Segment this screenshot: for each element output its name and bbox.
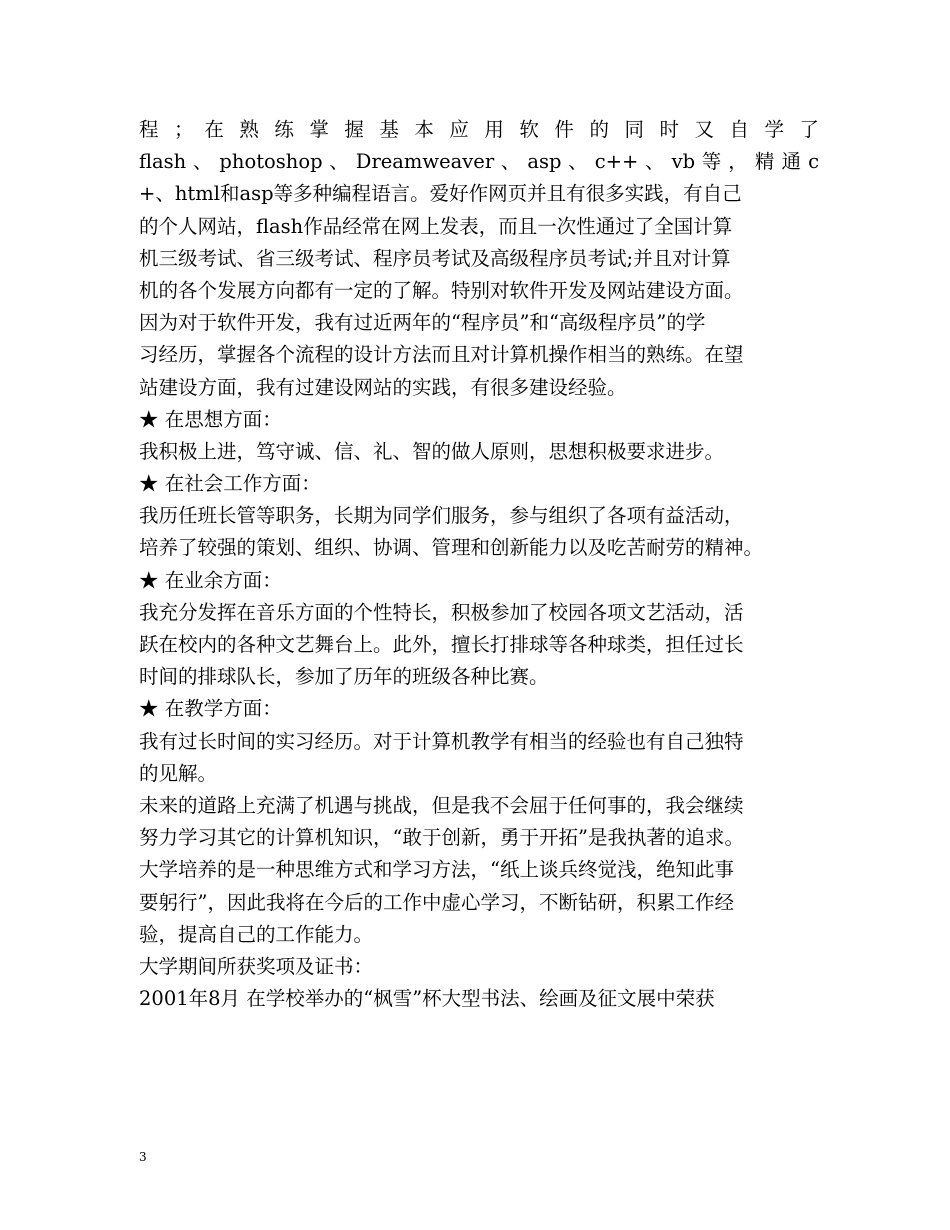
text-line: 我历任班长管等职务，长期为同学们服务，参与组织了各项有益活动， <box>139 504 744 528</box>
text-line: 未来的道路上充满了机遇与挑战，但是我不会屈于任何事的，我会继续 <box>139 793 744 817</box>
text-line: 因为对于软件开发，我有过近两年的“程序员”和“高级程序员”的学 <box>139 311 706 335</box>
text-line: 我有过长时间的实习经历。对于计算机教学有相当的经验也有自己独特 <box>139 729 744 753</box>
text-line: 程 ； 在 熟 练 掌 握 基 本 应 用 软 件 的 同 时 又 自 学 了 <box>139 118 819 141</box>
awards-heading: 大学期间所获奖项及证书： <box>139 954 374 978</box>
text-line: 时间的排球队长，参加了历年的班级各种比赛。 <box>139 665 549 689</box>
text-line: 的个人网站，flash作品经常在网上发表，而且一次性通过了全国计算 <box>139 214 733 238</box>
text-line: +、html和asp等多种编程语言。爱好作网页并且有很多实践，有自己 <box>139 182 742 206</box>
text-line: 我积极上进，笃守诚、信、礼、智的做人原则，思想积极要求进步。 <box>139 439 725 463</box>
text-line: 的见解。 <box>139 761 218 785</box>
text-line: flash 、 photoshop 、 Dreamweaver 、 asp 、 c++ 、 vb 等 ， 精 通 c <box>139 150 819 174</box>
text-line: 站建设方面，我有过建设网站的实践，有很多建设经验。 <box>139 375 627 399</box>
text-line: 努力学习其它的计算机知识，“敢于创新，勇于开拓”是我执著的追求。 <box>139 826 744 850</box>
section-heading-leisure: ★ 在业余方面： <box>139 568 282 592</box>
text-line: 大学培养的是一种思维方式和学习方法，“纸上谈兵终觉浅，绝知此事 <box>139 858 734 882</box>
text-line: 跃在校内的各种文艺舞台上。此外，擅长打排球等各种球类，担任过长 <box>139 633 744 656</box>
section-heading-social-work: ★ 在社会工作方面： <box>139 472 321 496</box>
section-heading-teaching: ★ 在教学方面： <box>139 697 282 721</box>
text-line: 培养了较强的策划、组织、协调、管理和创新能力以及吃苦耐劳的精神。 <box>139 536 764 560</box>
page-number: 3 <box>139 1150 147 1164</box>
text-line: 我充分发挥在音乐方面的个性特长，积极参加了校园各项文艺活动，活 <box>139 600 744 624</box>
text-line: 机的各个发展方向都有一定的了解。特别对软件开发及网站建设方面。 <box>139 278 744 302</box>
text-line: 2001年8月 在学校举办的“枫雪”杯大型书法、绘画及征文展中荣获 <box>139 987 715 1011</box>
section-heading-thought: ★ 在思想方面： <box>139 407 282 431</box>
text-line: 机三级考试、省三级考试、程序员考试及高级程序员考试;并且对计算 <box>139 246 731 270</box>
body-text <box>139 114 819 1015</box>
text-line: 验，提高自己的工作能力。 <box>139 922 374 946</box>
text-line: 要躬行”，因此我将在今后的工作中虚心学习，不断钻研，积累工作经 <box>139 890 734 914</box>
text-line: 习经历，掌握各个流程的设计方法而且对计算机操作相当的熟练。在望 <box>139 343 744 367</box>
